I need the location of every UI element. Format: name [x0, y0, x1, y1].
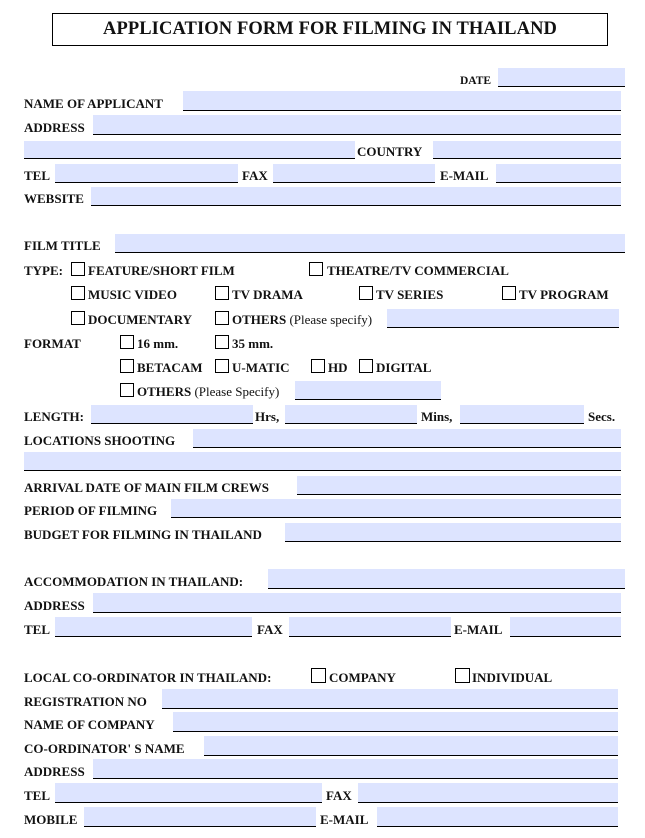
company-name-label: NAME OF COMPANY	[24, 717, 155, 732]
type-tv-program-label: TV PROGRAM	[519, 287, 609, 302]
type-commercial-label: THEATRE/TV COMMERCIAL	[327, 263, 509, 278]
format-35mm-checkbox[interactable]	[215, 335, 229, 349]
locations-label: LOCATIONS SHOOTING	[24, 433, 176, 448]
coordinator-email-label: E-MAIL	[320, 812, 369, 827]
locations-line2-field[interactable]	[24, 452, 621, 471]
format-hd-checkbox[interactable]	[311, 359, 325, 373]
applicant-website-field[interactable]	[91, 187, 621, 206]
accommodation-address-label: ADDRESS	[24, 598, 85, 613]
accommodation-fax-label: FAX	[257, 622, 283, 637]
length-secs-label: Secs.	[588, 409, 616, 424]
coordinator-tel-label: TEL	[24, 788, 51, 803]
registration-no-field[interactable]	[162, 689, 618, 709]
coordinator-company-checkbox[interactable]	[311, 668, 326, 683]
company-name-field[interactable]	[173, 712, 618, 732]
coordinator-company-label: COMPANY	[329, 670, 396, 685]
format-digital-label: DIGITAL	[376, 360, 432, 375]
type-commercial-checkbox[interactable]	[309, 262, 323, 276]
type-others-label: OTHERS (Please specify)	[232, 312, 373, 327]
format-16mm-checkbox[interactable]	[120, 335, 134, 349]
applicant-email-label: E-MAIL	[440, 168, 489, 183]
format-35mm-label: 35 mm.	[232, 336, 274, 351]
accommodation-tel-field[interactable]	[55, 617, 252, 637]
length-label: LENGTH:	[24, 409, 84, 424]
registration-no-label: REGISTRATION NO	[24, 694, 147, 709]
filming-period-field[interactable]	[171, 499, 621, 518]
type-feature-label: FEATURE/SHORT FILM	[88, 263, 235, 278]
film-title-field[interactable]	[115, 234, 625, 253]
coordinator-address-label: ADDRESS	[24, 764, 85, 779]
format-others-label: OTHERS (Please Specify)	[137, 384, 280, 399]
film-title-label: FILM TITLE	[24, 238, 101, 253]
coordinator-mobile-label: MOBILE	[24, 812, 78, 827]
length-secs-field[interactable]	[460, 405, 584, 424]
applicant-tel-field[interactable]	[55, 164, 238, 183]
format-hd-label: HD	[328, 360, 348, 375]
applicant-address-label: ADDRESS	[24, 120, 85, 135]
coordinator-name-field[interactable]	[204, 736, 618, 756]
film-type-label: TYPE:	[24, 263, 63, 278]
applicant-tel-label: TEL	[24, 168, 51, 183]
coordinator-individual-checkbox[interactable]	[455, 668, 470, 683]
accommodation-tel-label: TEL	[24, 622, 51, 637]
applicant-address-line2-field[interactable]	[24, 141, 355, 159]
coordinator-label: LOCAL CO-ORDINATOR IN THAILAND:	[24, 670, 272, 685]
type-others-field[interactable]	[387, 309, 619, 328]
arrival-date-label: ARRIVAL DATE OF MAIN FILM CREWS	[24, 480, 269, 495]
type-documentary-checkbox[interactable]	[71, 311, 85, 325]
coordinator-address-field[interactable]	[93, 759, 618, 779]
type-tv-series-label: TV SERIES	[376, 287, 444, 302]
filming-period-label: PERIOD OF FILMING	[24, 503, 158, 518]
applicant-email-field[interactable]	[496, 164, 621, 183]
accommodation-fax-field[interactable]	[289, 617, 451, 637]
locations-field[interactable]	[193, 429, 621, 448]
format-others-checkbox[interactable]	[120, 383, 134, 397]
applicant-website-label: WEBSITE	[24, 191, 84, 206]
type-tv-drama-checkbox[interactable]	[215, 286, 229, 300]
form-title: APPLICATION FORM FOR FILMING IN THAILAND	[52, 13, 608, 46]
coordinator-email-field[interactable]	[377, 807, 618, 827]
accommodation-address-field[interactable]	[93, 593, 621, 613]
budget-field[interactable]	[285, 523, 621, 542]
type-tv-series-checkbox[interactable]	[359, 286, 373, 300]
format-umatic-label: U-MATIC	[232, 360, 290, 375]
coordinator-fax-field[interactable]	[358, 783, 618, 803]
applicant-name-label: NAME OF APPLICANT	[24, 96, 163, 111]
applicant-name-field[interactable]	[183, 91, 621, 111]
date-field[interactable]	[498, 68, 625, 87]
length-hours-label: Hrs,	[255, 409, 280, 424]
length-mins-field[interactable]	[285, 405, 417, 424]
type-documentary-label: DOCUMENTARY	[88, 312, 193, 327]
format-betacam-checkbox[interactable]	[120, 359, 134, 373]
type-tv-program-checkbox[interactable]	[502, 286, 516, 300]
budget-label: BUDGET FOR FILMING IN THAILAND	[24, 527, 262, 542]
format-umatic-checkbox[interactable]	[215, 359, 229, 373]
format-digital-checkbox[interactable]	[359, 359, 373, 373]
type-others-note: (Please specify)	[289, 312, 373, 327]
format-16mm-label: 16 mm.	[137, 336, 179, 351]
coordinator-tel-field[interactable]	[55, 783, 322, 803]
format-others-note: (Please Specify)	[194, 384, 280, 399]
coordinator-name-label: CO-ORDINATOR' S NAME	[24, 741, 185, 756]
format-others-field[interactable]	[295, 381, 441, 400]
format-label: FORMAT	[24, 336, 81, 351]
accommodation-email-field[interactable]	[510, 617, 621, 637]
accommodation-email-label: E-MAIL	[454, 622, 503, 637]
applicant-address-field[interactable]	[93, 115, 621, 135]
length-mins-label: Mins,	[421, 409, 453, 424]
type-music-video-label: MUSIC VIDEO	[88, 287, 177, 302]
coordinator-individual-label: INDIVIDUAL	[472, 670, 553, 685]
length-hours-field[interactable]	[91, 405, 253, 424]
applicant-country-field[interactable]	[433, 141, 621, 159]
type-tv-drama-label: TV DRAMA	[232, 287, 303, 302]
type-others-checkbox[interactable]	[215, 311, 229, 325]
applicant-fax-field[interactable]	[273, 164, 435, 183]
type-music-video-checkbox[interactable]	[71, 286, 85, 300]
coordinator-mobile-field[interactable]	[84, 807, 316, 827]
format-betacam-label: BETACAM	[137, 360, 203, 375]
accommodation-label: ACCOMMODATION IN THAILAND:	[24, 574, 244, 589]
date-label: DATE	[460, 75, 492, 87]
type-feature-checkbox[interactable]	[71, 262, 85, 276]
accommodation-field[interactable]	[268, 569, 625, 589]
arrival-date-field[interactable]	[297, 476, 621, 495]
coordinator-fax-label: FAX	[326, 788, 352, 803]
applicant-fax-label: FAX	[242, 168, 268, 183]
applicant-country-label: COUNTRY	[357, 144, 423, 159]
